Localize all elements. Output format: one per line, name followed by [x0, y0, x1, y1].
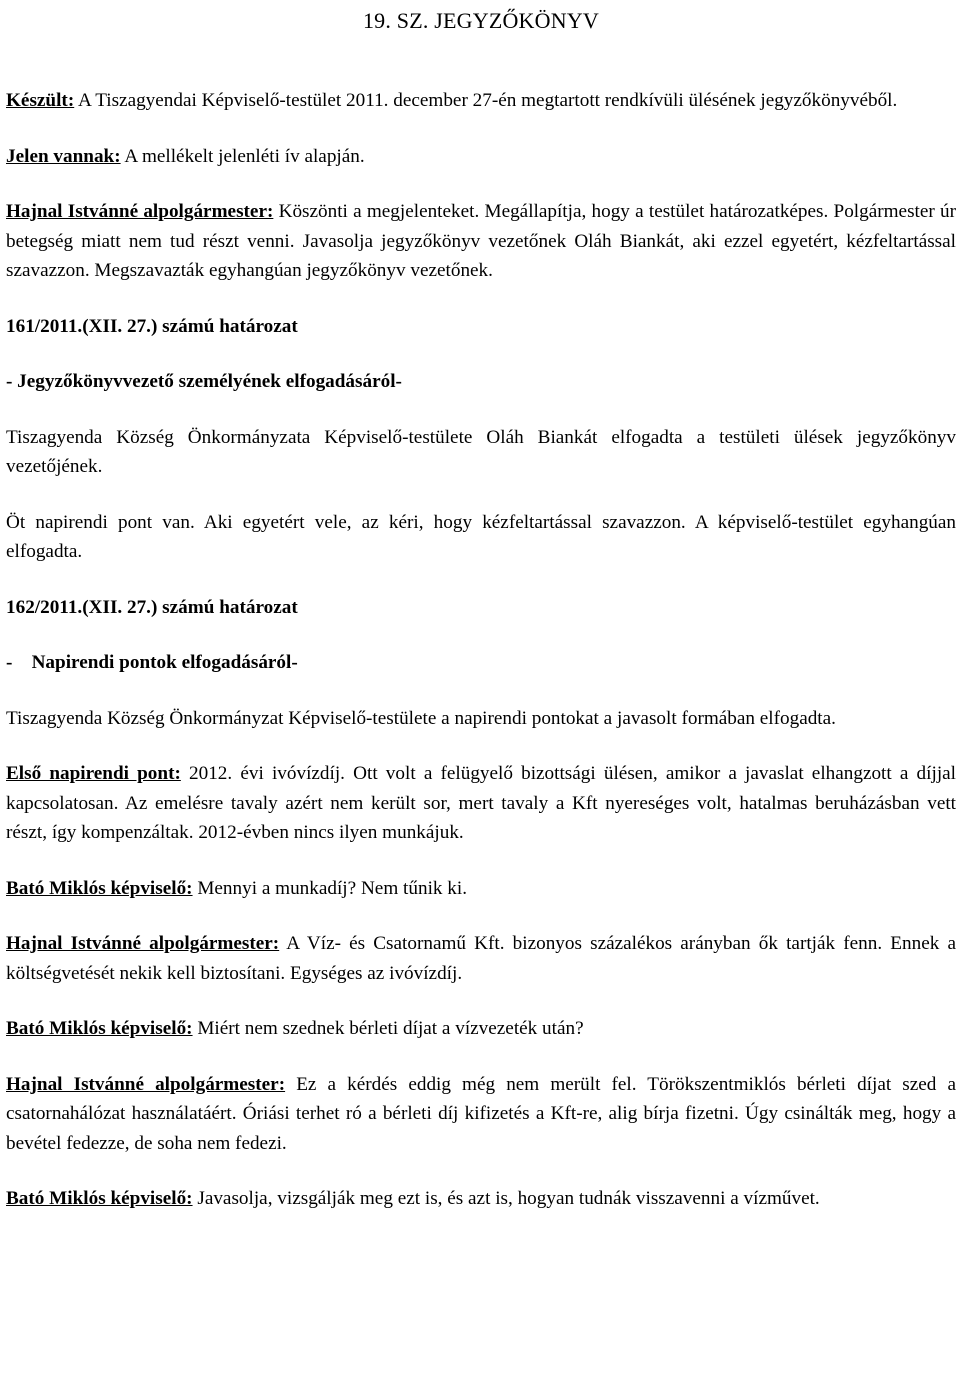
paragraph-bato-1	[6, 874, 956, 904]
resolution-number-161: 161/2011.(XII. 27.) számú határozat	[6, 315, 298, 337]
resolution-number-162: 162/2011.(XII. 27.) számú határozat	[6, 596, 298, 618]
speaker-label: Bató Miklós képviselő:	[6, 1018, 193, 1039]
paragraph-bato-3	[6, 1184, 956, 1214]
speaker-text: Javasolja, vizsgálják meg ezt is, és azt is, hogyan tudnák visszavenni a vízművet.	[192, 1188, 820, 1209]
paragraph-elso-napirendi-pont	[6, 759, 956, 848]
document-title: 19. SZ. JEGYZŐKÖNYV	[362, 8, 599, 33]
speaker-label: Bató Miklós képviselő:	[6, 1188, 193, 1209]
speaker-label: Hajnal Istvánné alpolgármester:	[6, 1073, 286, 1095]
paragraph-alpolgarmester-2	[6, 929, 956, 988]
speaker-text: Köszönti a megjelenteket. Megállapítja, hogy a testület határozatképes. Polgármester úr betegség miatt nem tud részt venni. Javasolja jegyzőkönyv vezetőnek Oláh Biankát, aki ezzel egyetért, kézfeltartással szavazzon. Megszavazták egyhangúan jegyzőkönyv vezetőnek.	[6, 201, 956, 281]
paragraph-alpolgarmester-1	[6, 197, 956, 286]
resolution-body-161: Tiszagyenda Község Önkormányzata Képviselő-testülete Oláh Biankát elfogadta a testületi ülések jegyzőkönyv vezetőjének.	[6, 426, 956, 477]
paragraph-jelen-vannak	[6, 142, 956, 172]
paragraph-keszult	[6, 86, 956, 116]
agenda-label: Első napirendi pont:	[6, 763, 181, 784]
label-keszult: Készült:	[6, 90, 75, 111]
speaker-label: Bató Miklós képviselő:	[6, 877, 193, 899]
agenda-text: 2012. évi ivóvízdíj. Ott volt a felügyelő bizottsági ülésen, amikor a javaslat elhangzott a díjjal kapcsolatosan. Az emelésre tavaly azért nem került sor, mert tavaly a Kft nyereséges volt, hatalmas beruházásban vett részt, így kompenzáltak. 2012-évben nincs ilyen munkájuk.	[6, 763, 956, 843]
paragraph-napirendi-szavazas: Öt napirendi pont van. Aki egyetért vele, az kéri, hogy kézfeltartással szavazzon. A képviselő-testület egyhangúan elfogadta.	[6, 511, 956, 562]
text-keszult: A Tiszagyendai Képviselő-testület 2011. december 27-én megtartott rendkívüli ülésének jegyzőkönyvéből.	[74, 90, 898, 111]
speaker-text: Ez a kérdés eddig még nem merült fel. Törökszentmiklós bérleti díjat szed a csatornahálózat használatáért. Óriási terhet ró a bérleti díj kifizetés a Kft-re, alig bírja fizetni. Úgy csinálták meg, hogy a bevétel fedezze, de soha nem fedezi.	[6, 1073, 956, 1154]
speaker-text: Mennyi a munkadíj? Nem tűnik ki.	[192, 877, 468, 899]
paragraph-bato-2	[6, 1014, 956, 1044]
paragraph-alpolgarmester-3	[6, 1070, 956, 1159]
document-page	[6, 0, 956, 1240]
speaker-text: A Víz- és Csatornamű Kft. bizonyos százalékos arányban ők tartják fenn. Ennek a költségvetését nekik kell biztosítani. Egységes az ivóvízdíj.	[6, 933, 956, 984]
speaker-label: Hajnal Istvánné alpolgármester:	[6, 933, 280, 954]
text-jelen-vannak: A mellékelt jelenléti ív alapján.	[120, 145, 365, 167]
resolution-subject-162: - Napirendi pontok elfogadásáról-	[6, 652, 298, 673]
label-jelen-vannak: Jelen vannak:	[6, 145, 121, 167]
resolution-body-162: Tiszagyenda Község Önkormányzat Képviselő-testülete a napirendi pontokat a javasolt formában elfogadta.	[6, 707, 836, 729]
speaker-label: Hajnal Istvánné alpolgármester:	[6, 201, 274, 222]
speaker-text: Miért nem szednek bérleti díjat a vízvezeték után?	[192, 1018, 584, 1039]
resolution-subject-161: - Jegyzőkönyvvezető személyének elfogadásáról-	[6, 371, 402, 392]
